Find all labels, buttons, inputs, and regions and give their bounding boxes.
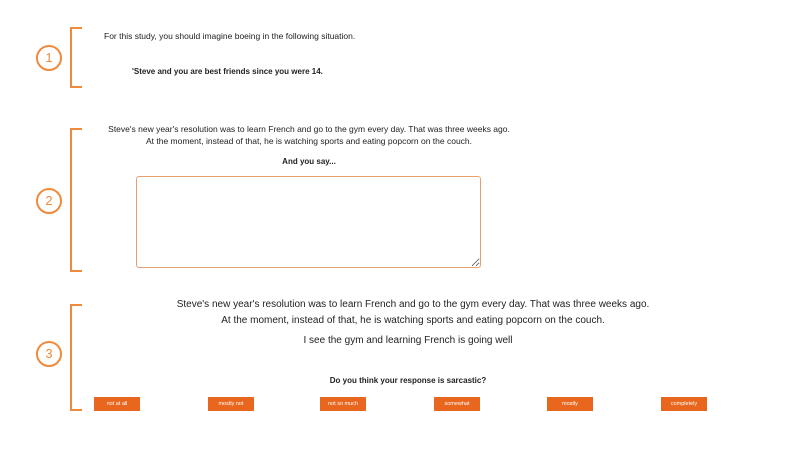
section-3-marker: 3 — [36, 341, 62, 367]
option-mostly-not-button[interactable]: mostly not — [208, 397, 254, 411]
section-1-bracket — [70, 27, 82, 88]
option-somewhat-button[interactable]: somewhat — [434, 397, 480, 411]
response-text: I see the gym and learning French is going well — [303, 335, 513, 346]
premise-text: 'Steve and you are best friends since you were 14. — [132, 67, 323, 76]
section-1-marker: 1 — [36, 45, 62, 71]
response-textarea[interactable] — [136, 176, 481, 268]
scenario-line-1-large: Steve's new year's resolution was to learn French and go to the gym every day. That was three weeks ago. — [176, 299, 650, 310]
section-2-bracket — [70, 128, 82, 272]
study-intro-text: For this study, you should imagine boeing in the following situation. — [104, 31, 356, 41]
you-say-prompt: And you say... — [282, 157, 336, 166]
option-mostly-button[interactable]: mostly — [547, 397, 593, 411]
scenario-line-2: At the moment, instead of that, he is watching sports and eating popcorn on the couch. — [145, 136, 473, 146]
option-not-at-all-button[interactable]: not at all — [94, 397, 140, 411]
option-completely-button[interactable]: completely — [661, 397, 707, 411]
scenario-line-1: Steve's new year's resolution was to learn French and go to the gym every day. That was three weeks ago. — [108, 124, 510, 134]
section-2-marker: 2 — [36, 188, 62, 214]
scenario-line-2-large: At the moment, instead of that, he is watching sports and eating popcorn on the couch. — [221, 315, 605, 326]
option-not-so-much-button[interactable]: not so much — [320, 397, 366, 411]
sarcasm-question: Do you think your response is sarcastic? — [329, 376, 487, 385]
section-3-bracket — [70, 304, 82, 411]
